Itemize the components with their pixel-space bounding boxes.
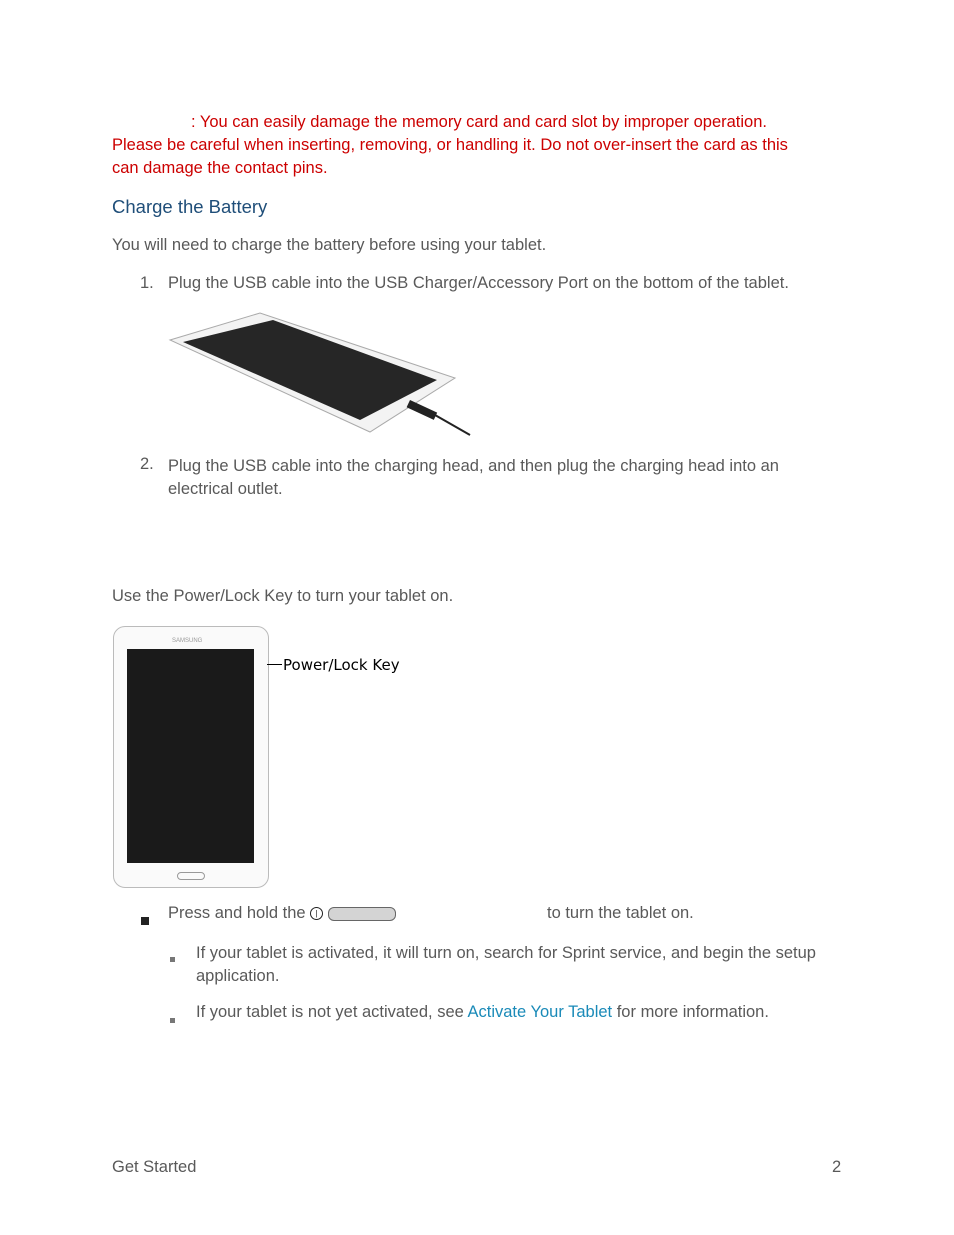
intro-text: You will need to charge the battery before using your tablet. — [112, 236, 547, 254]
power-lock-key-label: Power/Lock Key — [283, 656, 400, 674]
footer-section: Get Started — [112, 1158, 197, 1176]
section-title: Charge the Battery — [112, 196, 268, 217]
text: for more information. — [612, 1003, 769, 1021]
caution-line: : You can easily damage the memory card and card slot by improper operation. — [191, 113, 767, 131]
activate-tablet-link[interactable]: Activate Your Tablet — [467, 1003, 613, 1021]
power-intro: Use the Power/Lock Key to turn your tablet on. — [112, 587, 454, 605]
step-text: Plug the USB cable into the USB Charger/Accessory Port on the bottom of the tablet. — [168, 274, 789, 292]
step-number: 1. — [140, 274, 154, 292]
power-key-graphic — [328, 907, 396, 921]
sub-bullet-line: If your tablet is activated, it will turn on, search for Sprint service, and begin the setup — [196, 944, 816, 962]
home-button — [177, 872, 205, 880]
sub-bullet-marker — [170, 948, 175, 967]
callout-line — [267, 664, 282, 665]
bullet-text-after: to turn the tablet on. — [547, 904, 694, 922]
caution-text — [112, 111, 788, 180]
sub-bullet-marker — [170, 1009, 175, 1028]
step-line: electrical outlet. — [168, 480, 283, 498]
sub-bullet-text — [196, 1003, 769, 1022]
sub-bullet-line: application. — [196, 967, 280, 985]
step-line: Plug the USB cable into the charging head, and then plug the charging head into an — [168, 457, 779, 475]
bullet-text-before: Press and hold the — [168, 904, 306, 922]
text: If your tablet is not yet activated, see — [196, 1003, 468, 1021]
page-number: 2 — [832, 1158, 842, 1176]
tablet-front-illustration — [113, 626, 269, 888]
tablet-screen — [127, 649, 254, 863]
tablet-usb-illustration — [165, 310, 475, 440]
bullet-text — [168, 904, 396, 923]
power-icon: | — [310, 907, 323, 920]
brand-logo: SAMSUNG — [172, 638, 203, 644]
caution-line: Please be careful when inserting, removing, or handling it. Do not over-insert the card as this — [112, 136, 788, 154]
sub-bullet-text — [196, 942, 816, 988]
step-text — [168, 455, 779, 501]
step-number: 2. — [140, 455, 154, 473]
bullet-marker — [141, 911, 149, 930]
caution-line: can damage the contact pins. — [112, 159, 328, 177]
